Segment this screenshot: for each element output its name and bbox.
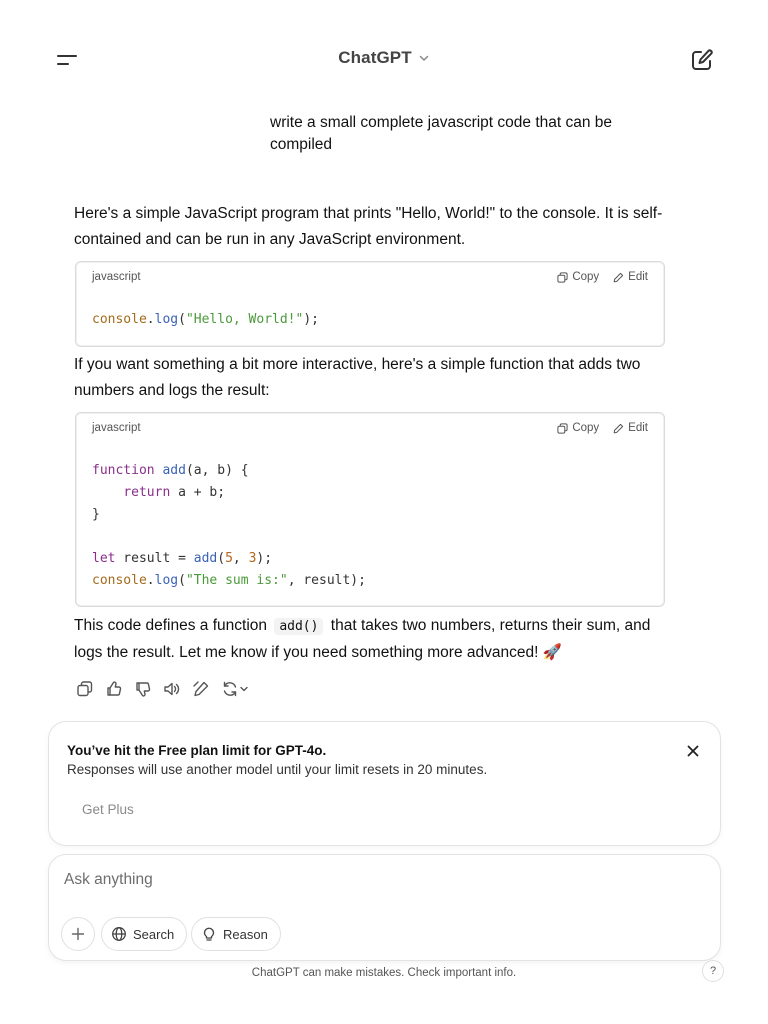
code-token: add [162, 463, 186, 478]
chevron-down-icon [239, 684, 249, 694]
app-title: ChatGPT [338, 48, 412, 67]
edit-code-button[interactable] [613, 271, 648, 283]
composer [48, 854, 721, 961]
attach-button[interactable] [61, 917, 95, 951]
assistant-middle-text: If you want something a bit more interactive, here's a simple function that adds two numbers and logs the result: [74, 356, 641, 399]
thumbs-down-icon [134, 680, 152, 698]
code-block-header [76, 413, 664, 445]
code-token: result = [115, 551, 194, 566]
outro-text-after: that takes two numbers, returns their sum, and logs the result. Let me know if you need something more advanced! 🚀 [74, 617, 651, 661]
get-plus-button[interactable]: Get Plus [82, 802, 134, 817]
inline-code: add() [274, 618, 323, 635]
code-token: a + b; [170, 485, 226, 500]
code-token: ); [303, 312, 319, 327]
user-message: write a small complete javascript code that can be compiled [270, 114, 613, 153]
model-selector[interactable] [338, 48, 429, 68]
code-token: ( [178, 312, 186, 327]
code-language-label: javascript [92, 422, 141, 434]
edit-label: Edit [628, 422, 648, 434]
code-token: console [92, 573, 147, 588]
close-icon [685, 743, 701, 759]
limit-subtitle: Responses will use another model until your limit resets in 20 minutes. [67, 762, 488, 777]
code-line [92, 312, 319, 327]
search-button[interactable] [101, 917, 187, 951]
edit-in-canvas-icon [192, 680, 210, 698]
help-button[interactable]: ? [702, 960, 724, 982]
code-token: log [154, 573, 179, 588]
model-selector-wrap [0, 48, 768, 68]
copy-message-button[interactable] [76, 680, 94, 698]
code-token: (a, b) { [185, 463, 249, 478]
code-token: } [92, 507, 100, 522]
regenerate-button[interactable] [221, 680, 251, 698]
copy-label: Copy [572, 271, 600, 283]
code-content [76, 294, 664, 331]
edit-code-button[interactable] [613, 422, 648, 434]
code-token: . [146, 312, 155, 327]
code-token: add [193, 551, 218, 566]
code-token: function [92, 463, 155, 478]
code-block-header [76, 262, 664, 294]
code-token: console [92, 312, 147, 327]
copy-icon [557, 272, 568, 283]
code-token: . [146, 573, 155, 588]
new-chat-button[interactable] [688, 46, 716, 74]
assistant-intro-text: Here's a simple JavaScript program that prints "Hello, World!" to the console. It is self-contained and can be run in any JavaScript environment. [74, 205, 663, 248]
close-banner-button[interactable] [685, 743, 701, 759]
plan-limit-banner [48, 721, 721, 846]
code-token: ( [217, 551, 226, 566]
code-token: "The sum is:" [185, 573, 288, 588]
code-token: log [154, 312, 179, 327]
copy-code-button[interactable] [557, 422, 599, 434]
header [0, 0, 768, 120]
search-label: Search [133, 926, 175, 942]
code-block-actions [557, 271, 648, 283]
code-line [92, 507, 100, 522]
copy-label: Copy [572, 422, 600, 434]
outro-text-before: This code defines a function [74, 617, 268, 634]
copy-icon [557, 423, 568, 434]
bad-response-button[interactable] [134, 680, 152, 698]
code-token: , result); [287, 573, 366, 588]
edit-in-canvas-button[interactable] [192, 680, 210, 698]
assistant-outro-text [74, 613, 674, 666]
globe-icon [111, 926, 127, 942]
chevron-down-icon [418, 52, 430, 64]
code-line [92, 551, 272, 566]
code-line [92, 485, 225, 500]
disclaimer-text[interactable]: ChatGPT can make mistakes. Check important info. [251, 967, 517, 979]
thumbs-up-icon [105, 680, 123, 698]
code-line [92, 573, 366, 588]
prompt-input[interactable] [64, 867, 704, 893]
copy-icon [76, 680, 94, 698]
code-language-label: javascript [92, 271, 141, 283]
read-aloud-icon [163, 680, 181, 698]
message-actions [76, 680, 251, 698]
code-token: return [123, 485, 171, 500]
code-token: , [232, 551, 249, 566]
edit-pencil-icon [613, 272, 624, 283]
code-block-actions [557, 422, 648, 434]
code-block [75, 412, 665, 607]
code-block [75, 261, 665, 347]
reason-button[interactable] [191, 917, 281, 951]
good-response-button[interactable] [105, 680, 123, 698]
code-token: 5 [225, 551, 233, 566]
code-line [92, 463, 249, 478]
code-token [92, 485, 123, 500]
code-token: "Hello, World!" [185, 312, 304, 327]
new-chat-icon [688, 46, 716, 74]
code-token: ); [256, 551, 273, 566]
lightbulb-icon [201, 926, 217, 942]
copy-code-button[interactable] [557, 271, 599, 283]
disclaimer [0, 967, 768, 979]
read-aloud-button[interactable] [163, 680, 181, 698]
edit-label: Edit [628, 271, 648, 283]
regenerate-icon [221, 680, 239, 698]
edit-pencil-icon [613, 423, 624, 434]
limit-title: You’ve hit the Free plan limit for GPT-4o. [67, 743, 327, 758]
plus-icon [70, 926, 86, 942]
code-token: 3 [248, 551, 257, 566]
code-content [76, 445, 664, 592]
reason-label: Reason [223, 926, 268, 942]
code-token: let [92, 551, 116, 566]
code-token: ( [178, 573, 186, 588]
